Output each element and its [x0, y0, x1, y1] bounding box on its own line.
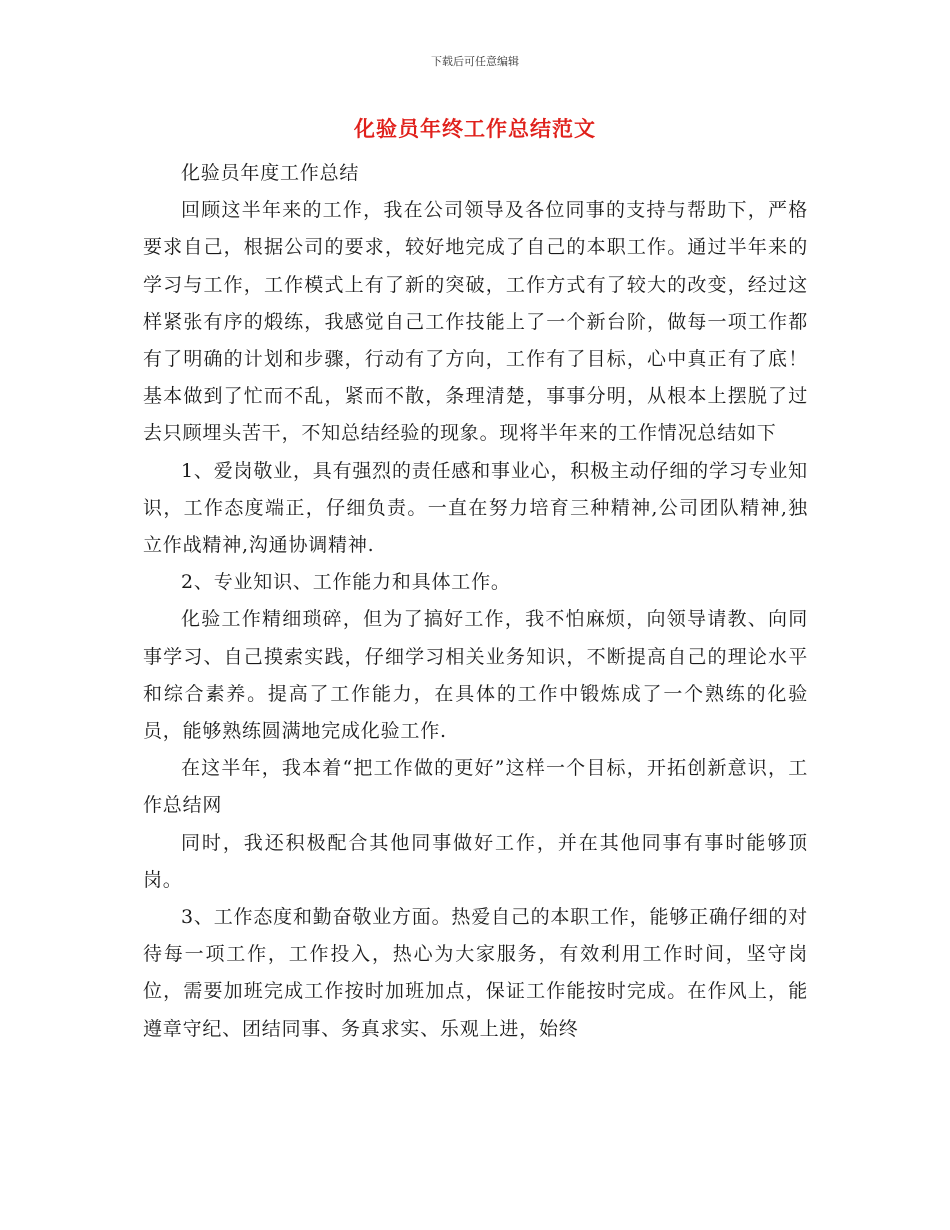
paragraph-innovation: 在这半年，我本着“把工作做的更好”这样一个目标，开拓创新意识，工作总结网 [143, 757, 808, 817]
paragraph-item-1: 1、爱岗敬业，具有强烈的责任感和事业心，积极主动仔细的学习专业知识，工作态度端正，仔细负责。一直在努力培育三种精神,公司团队精神,独立作战精神,沟通协调精神. [143, 459, 808, 557]
paragraph-subtitle: 化验员年度工作总结 [181, 162, 360, 184]
document-body [143, 155, 808, 1048]
header-note: 下载后可任意编辑 [431, 55, 519, 68]
paragraph-item-2-heading: 2、专业知识、工作能力和具体工作。 [181, 571, 511, 594]
paragraph-item-3: 3、工作态度和勤奋敬业方面。热爱自己的本职工作，能够正确仔细的对待每一项工作，工作投入，热心为大家服务，有效利用工作时间，坚守岗位，需要加班完成工作按时加班加点，保证工作能按时完成。在作风上，能遵章守纪、团结同事、务真求实、乐观上进，始终 [143, 906, 808, 1040]
paragraph-intro: 回顾这半年来的工作，我在公司领导及各位同事的支持与帮助下，严格要求自己，根据公司的要求，较好地完成了自己的本职工作。通过半年来的学习与工作，工作模式上有了新的突破，工作方式有了较大的改变，经过这样紧张有序的煅练，我感觉自己工作技能上了一个新台阶，做每一项工作都有了明确的计划和步骤，行动有了方向，工作有了目标，心中真正有了底！基本做到了忙而不乱，紧而不散，条理清楚，事事分明，从根本上摆脱了过去只顾埋头苦干，不知总结经验的现象。现将半年来的工作情况总结如下 [143, 199, 808, 445]
document-title: 化验员年终工作总结范文 [354, 117, 596, 141]
paragraph-cooperation: 同时，我还积极配合其他同事做好工作，并在其他同事有事时能够顶岗。 [143, 831, 808, 891]
paragraph-item-2-body: 化验工作精细琐碎，但为了搞好工作，我不怕麻烦，向领导请教、向同事学习、自己摸索实践，仔细学习相关业务知识，不断提高自己的理论水平和综合素养。提高了工作能力，在具体的工作中锻炼成了一个熟练的化验员，能够熟练圆满地完成化验工作. [143, 608, 808, 743]
